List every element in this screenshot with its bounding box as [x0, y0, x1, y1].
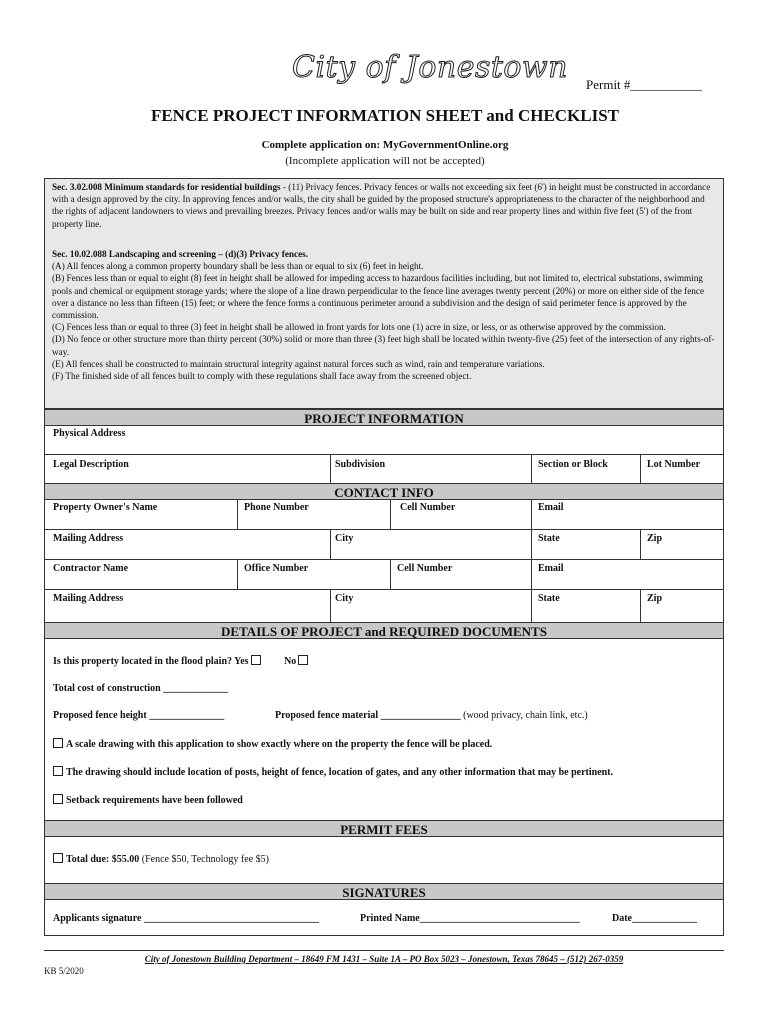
incomplete-note: (Incomplete application will not be accepted) [285, 155, 485, 167]
setback-item [51, 794, 243, 806]
sec-10-02-088 [52, 248, 718, 382]
divider [640, 529, 641, 559]
drawing-details-item [51, 766, 613, 778]
details-heading: DETAILS OF PROJECT and REQUIRED DOCUMENTS [44, 622, 724, 639]
city-field[interactable]: City [335, 533, 354, 544]
city-logo: City of Jonestown [292, 50, 568, 85]
sec2-item-d: (D) No fence or other structure more than thirty percent (30%) solid or more than three (3) feet high shall be located within twenty-five (25) feet of the intersection of any rights-of-way. [52, 334, 715, 357]
divider [44, 454, 724, 455]
setback-label: Setback requirements have been followed [66, 795, 243, 806]
divider [44, 559, 724, 560]
phone-number-field[interactable]: Phone Number [244, 502, 309, 513]
contractor-state-field[interactable]: State [538, 593, 560, 604]
scale-drawing-label: A scale drawing with this application to show exactly where on the property the fence will be placed. [66, 739, 493, 750]
sec1-title: Sec. 3.02.008 Minimum standards for residential buildings [52, 182, 281, 192]
sec2-item-b: (B) Fences less than or equal to eight (8) feet in height shall be allowed for impeding access to hazardous facilities including, but not limited to, electrical substations, swimming pools and chemical or equipment storage yards; where the slope of a line drawn perpendicular to the fence line averages twenty percent (20%) or more on either side of the fence over a distance no less than fifteen (15) feet; or where the fence forms a continuous perimeter around a subdivision and the design of said perimeter fence is approved by the commission. [52, 273, 705, 321]
material-examples: (wood privacy, chain link, etc.) [460, 710, 588, 721]
contractor-cell-field[interactable]: Cell Number [397, 563, 453, 574]
sec-3-02-008 [52, 181, 718, 230]
permit-number-field[interactable]: Permit #___________ [586, 77, 702, 92]
flood-yes-checkbox[interactable] [251, 655, 261, 665]
total-due-item [51, 853, 269, 865]
divider [237, 559, 238, 589]
divider [531, 589, 532, 622]
page-title: FENCE PROJECT INFORMATION SHEET and CHECKLIST [150, 106, 620, 125]
date-field[interactable]: Date_____________ [612, 913, 697, 924]
zip-field[interactable]: Zip [647, 533, 663, 544]
divider [44, 589, 724, 590]
sec2-title: Sec. 10.02.088 Landscaping and screening – (d)(3) Privacy fences. [52, 249, 309, 259]
divider [44, 529, 724, 530]
contact-info-heading: CONTACT INFO [44, 483, 724, 500]
divider [330, 529, 331, 559]
divider [390, 500, 391, 529]
scale-drawing-checkbox[interactable] [53, 738, 63, 748]
office-number-field[interactable]: Office Number [244, 563, 309, 574]
cell-number-field[interactable]: Cell Number [400, 502, 456, 513]
divider [531, 529, 532, 559]
applicant-signature-field[interactable]: Applicants signature ___________________________________ [53, 913, 319, 924]
contractor-email-field[interactable]: Email [538, 563, 564, 574]
divider [330, 454, 331, 483]
signatures-heading: SIGNATURES [44, 883, 724, 900]
scale-drawing-item [51, 738, 492, 750]
divider [531, 500, 532, 529]
total-cost-field[interactable]: Total cost of construction _____________ [53, 683, 229, 694]
divider [640, 589, 641, 622]
application-instructions: Complete application on: MyGovernmentOnline.org [261, 139, 509, 151]
sec2-item-e: (E) All fences shall be constructed to maintain structural integrity against natural forces such as wind, rain and temperature variations. [52, 358, 545, 369]
fence-material-field[interactable]: Proposed fence material ________________ [275, 710, 461, 721]
email-field[interactable]: Email [538, 502, 564, 513]
flood-no-checkbox[interactable] [298, 655, 308, 665]
section-block-field[interactable]: Section or Block [538, 459, 608, 470]
project-info-heading: PROJECT INFORMATION [44, 409, 724, 426]
owner-name-field[interactable]: Property Owner's Name [53, 502, 158, 513]
physical-address-field[interactable]: Physical Address [53, 428, 126, 439]
fence-material-row [275, 710, 588, 721]
drawing-details-checkbox[interactable] [53, 766, 63, 776]
setback-checkbox[interactable] [53, 794, 63, 804]
mailing-address-field[interactable]: Mailing Address [53, 533, 124, 544]
sec2-item-a: (A) All fences along a common property boundary shall be less than or equal to six (6) feet in height. [52, 261, 424, 272]
fee-breakdown: (Fence $50, Technology fee $5) [139, 854, 269, 865]
flood-no-label: No [284, 656, 297, 667]
flood-plain-label: Is this property located in the flood plain? Yes [53, 656, 249, 667]
contractor-city-field[interactable]: City [335, 593, 354, 604]
legal-description-field[interactable]: Legal Description [53, 459, 129, 470]
contractor-zip-field[interactable]: Zip [647, 593, 663, 604]
subdivision-field[interactable]: Subdivision [335, 459, 386, 470]
sec2-item-c: (C) Fences less than or equal to three (3) feet in height shall be allowed in front yards for lots one (1) acre in size, or less, or as otherwise approved by the commission. [52, 322, 666, 333]
divider [640, 454, 641, 483]
footer-address: City of Jonestown Building Department – 18649 FM 1431 – Suite 1A – PO Box 5023 – Jonestown, Texas 78645 – (512) 267-0359 [144, 954, 624, 964]
contractor-name-field[interactable]: Contractor Name [53, 563, 129, 574]
divider [237, 500, 238, 529]
total-due-label: Total due: $55.00 [66, 854, 140, 865]
revision-code: KB 5/2020 [44, 966, 84, 976]
state-field[interactable]: State [538, 533, 560, 544]
sec2-item-f: (F) The finished side of all fences built to comply with these regulations shall face away from the screened object. [52, 371, 472, 382]
permit-fees-heading: PERMIT FEES [44, 820, 724, 837]
divider [531, 454, 532, 483]
total-due-checkbox[interactable] [53, 853, 63, 863]
divider [531, 559, 532, 589]
contractor-mailing-field[interactable]: Mailing Address [53, 593, 124, 604]
flood-plain-question [53, 655, 311, 667]
drawing-details-label: The drawing should include location of posts, height of fence, location of gates, and any other information that may be pertinent. [66, 767, 614, 778]
fence-height-field[interactable]: Proposed fence height _______________ [53, 710, 225, 721]
divider [330, 589, 331, 622]
printed-name-field[interactable]: Printed Name________________________________ [360, 913, 580, 924]
sec1-body: - (11) Privacy fences. Privacy fences or walls not exceeding six feet (6') in height must be constructed in accordance with a design approved by the city. In approving fences and/or walls, the city shall be guided by the proposed structure's appropriateness to the character of the neighborhood and the rights of adjacent landowners to views and prevailing breezes. Privacy fences and/or walls may be built on side and rear property lines and within five feet (5') of the front property line. [52, 182, 711, 229]
lot-number-field[interactable]: Lot Number [647, 459, 701, 470]
divider [390, 559, 391, 589]
footer-divider [44, 950, 724, 951]
